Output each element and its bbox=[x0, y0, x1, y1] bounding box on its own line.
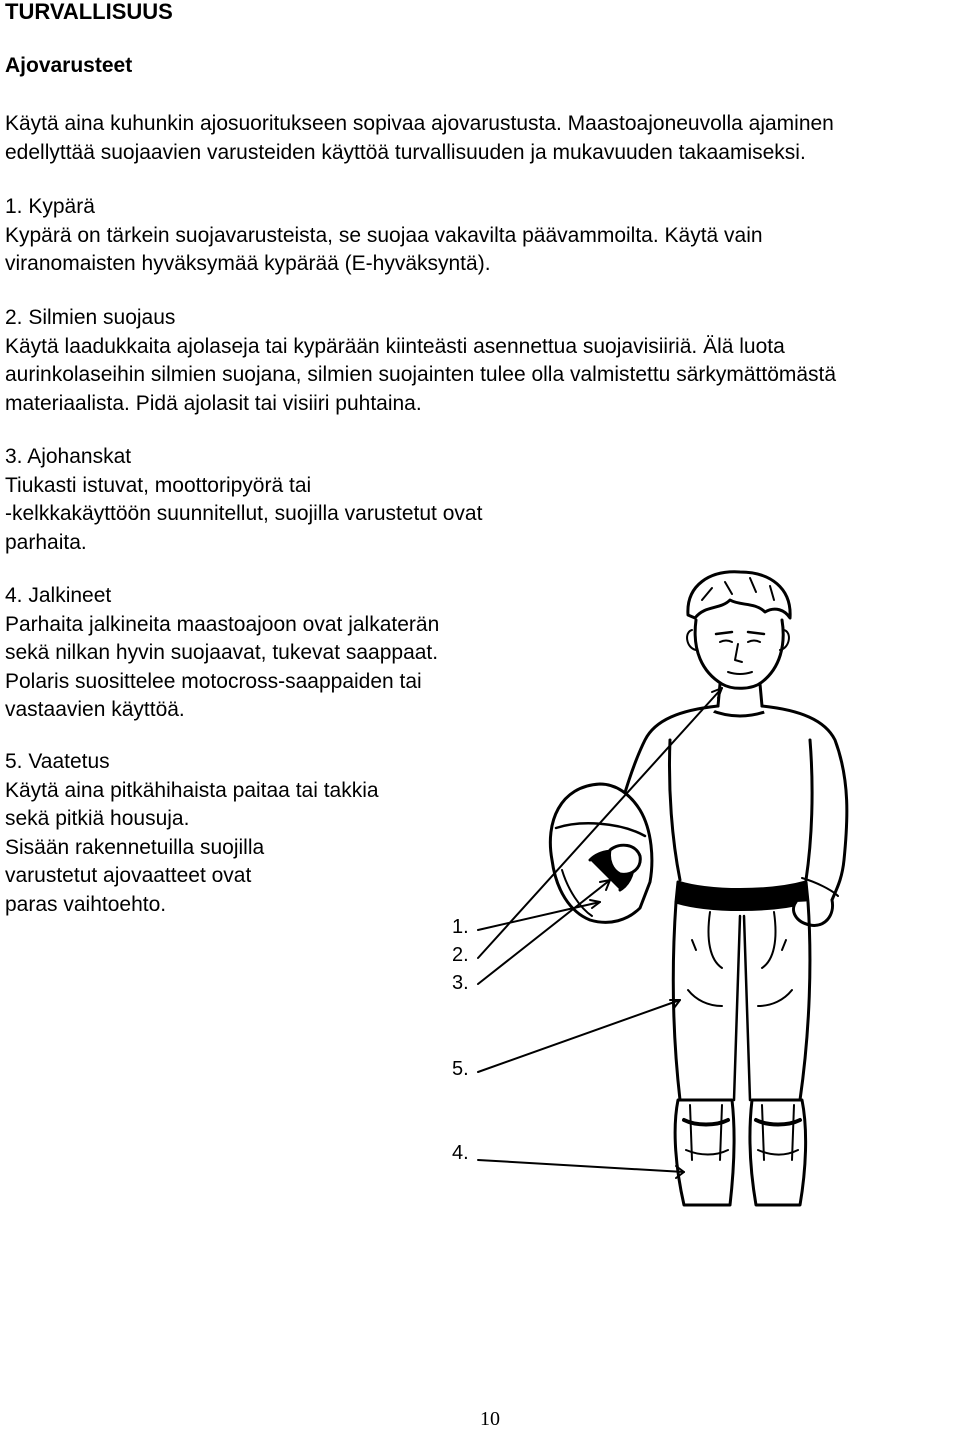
section-helmet bbox=[5, 193, 763, 279]
section-heading: 3. Ajohanskat bbox=[5, 445, 132, 468]
section-line: parhaita. bbox=[5, 530, 87, 554]
section-subtitle: Ajovarusteet bbox=[5, 54, 133, 77]
section-heading: 4. Jalkineet bbox=[5, 584, 112, 607]
page-number: 10 bbox=[480, 1408, 500, 1430]
section-line: Käytä aina pitkähihaista paitaa tai takkia bbox=[5, 778, 379, 802]
section-boots bbox=[5, 582, 439, 725]
section-line: sekä nilkan hyvin suojaavat, tukevat saappaat. bbox=[5, 641, 439, 664]
intro-line: edellyttää suojaavien varusteiden käyttöä turvallisuuden ja mukavuuden takaamiseksi. bbox=[5, 140, 806, 164]
section-line: -kelkkakäyttöön suunnitellut, suojilla varustetut ovat bbox=[5, 502, 483, 525]
section-line: Parhaita jalkineita maastoajoon ovat jalkaterän bbox=[5, 612, 440, 636]
section-eye-protection bbox=[5, 304, 836, 418]
section-heading: 5. Vaatetus bbox=[5, 750, 110, 773]
section-line: Käytä laadukkaita ajolaseja tai kypärään kiinteästi asennettua suojavisiiriä. Älä luota bbox=[5, 334, 785, 358]
section-heading: 2. Silmien suojaus bbox=[5, 306, 176, 329]
callout-label-5: 5. bbox=[452, 1058, 469, 1080]
callout-label-2: 2. bbox=[452, 944, 469, 966]
section-line: sekä pitkiä housuja. bbox=[5, 807, 190, 830]
intro-paragraph bbox=[5, 110, 960, 167]
section-line: varustetut ajovaatteet ovat bbox=[5, 864, 252, 887]
section-line: Kypärä on tärkein suojavarusteista, se suojaa vakavilta päävammoilta. Käytä vain bbox=[5, 223, 763, 247]
section-line: viranomaisten hyväksymää kypärää (E-hyväksyntä). bbox=[5, 252, 491, 275]
intro-line: Käytä aina kuhunkin ajosuoritukseen sopivaa ajovarustusta. Maastoajoneuvolla ajaminen bbox=[5, 112, 834, 135]
section-line: Tiukasti istuvat, moottoripyörä tai bbox=[5, 473, 312, 497]
section-clothing bbox=[5, 748, 379, 919]
section-heading: 1. Kypärä bbox=[5, 195, 95, 218]
page-title: TURVALLISUUS bbox=[5, 0, 173, 24]
rider-illustration bbox=[440, 560, 920, 1220]
section-line: Polaris suosittelee motocross-saappaiden tai bbox=[5, 669, 422, 693]
callout-label-1: 1. bbox=[452, 916, 469, 938]
section-gloves bbox=[5, 443, 482, 557]
section-line: materiaalista. Pidä ajolasit tai visiiri puhtaina. bbox=[5, 391, 422, 415]
section-line: aurinkolaseihin silmien suojana, silmien suojainten tulee olla valmistettu särkymättömästä bbox=[5, 363, 837, 386]
section-line: Sisään rakennetuilla suojilla bbox=[5, 835, 265, 859]
section-line: vastaavien käyttöä. bbox=[5, 698, 185, 721]
section-line: paras vaihtoehto. bbox=[5, 892, 167, 916]
callout-label-3: 3. bbox=[452, 972, 469, 994]
callout-label-4: 4. bbox=[452, 1142, 469, 1164]
